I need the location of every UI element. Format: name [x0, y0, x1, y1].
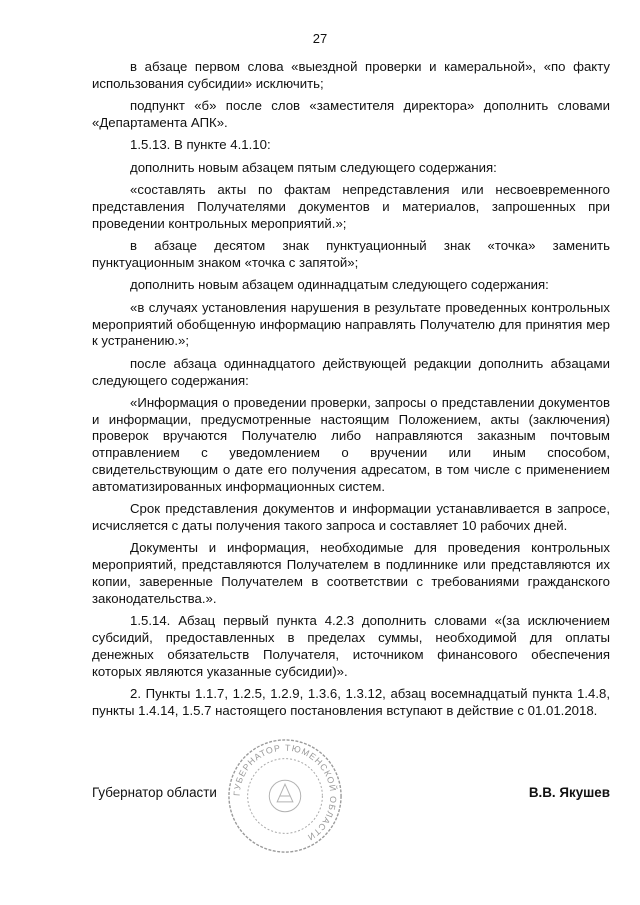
paragraph: «составлять акты по фактам непредставления или несвоевременного представления Получателями документов и материалов, запрошенных при проведении контрольных мероприятий.»;: [92, 182, 610, 231]
paragraph: в абзаце десятом знак пунктуационный знак «точка» заменить пунктуационным знаком «точка с запятой»;: [92, 238, 610, 270]
paragraph: в абзаце первом слова «выездной проверки и камеральной», «по факту использования субсидии» исключить;: [92, 59, 610, 91]
paragraph: дополнить новым абзацем пятым следующего содержания:: [130, 159, 497, 175]
paragraph: 2. Пункты 1.1.7, 1.2.5, 1.2.9, 1.3.6, 1.3.12, абзац восемнадцатый пункта 1.4.8, пункты 1.4.14, 1.5.7 настоящего постановления вступают в действие с 01.01.2018.: [92, 686, 610, 718]
paragraph: «Информация о проведении проверки, запросы о представлении документов и информации, предусмотренные настоящим Положением, акты (заключения) проверок вручаются Получателю либо направляются заказным почтовым отправлением с уведомлением о вручении или иным способом, свидетельствующим о дате его получения адресатом, в том числе с применением автоматизированных информационных систем.: [92, 394, 610, 494]
paragraph: подпункт «б» после слов «заместителя директора» дополнить словами «Департамента АПК».: [92, 98, 610, 130]
signature-block: [92, 784, 610, 806]
page-number: 27: [312, 31, 328, 46]
paragraph: 1.5.13. В пункте 4.1.10:: [130, 137, 271, 153]
document-body: [92, 59, 610, 725]
paragraph: дополнить новым абзацем одиннадцатым следующего содержания:: [130, 277, 549, 293]
paragraph: Документы и информация, необходимые для проведения контрольных мероприятий, представляются Получателем в подлиннике или представляются их копии, заверенные Получателем в соответствии с требованиями гражданского законодательства.».: [92, 540, 610, 606]
signatory-position: Губернатор области: [92, 785, 217, 800]
seal-ring-text: ГУБЕРНАТОР ТЮМЕНСКОЙ ОБЛАСТИ: [231, 742, 339, 843]
signatory-name: В.В. Якушев: [528, 785, 610, 800]
paragraph: 1.5.14. Абзац первый пункта 4.2.3 дополнить словами «(за исключением субсидий, предоставленных в пределах суммы, необходимой для оплаты денежных обязательств Получателя, источником финансового обеспечения которых являются указанные субсидии)».: [92, 613, 610, 679]
paragraph: Срок представления документов и информации устанавливается в запросе, исчисляется с даты получения такого запроса и составляет 10 рабочих дней.: [92, 501, 610, 534]
paragraph: «в случаях установления нарушения в результате проведенных контрольных мероприятий обобщенную информацию направлять Получателю для принятия мер к устранению.»;: [92, 299, 610, 349]
paragraph: после абзаца одиннадцатого действующей редакции дополнить абзацами следующего содержания:: [92, 355, 610, 388]
